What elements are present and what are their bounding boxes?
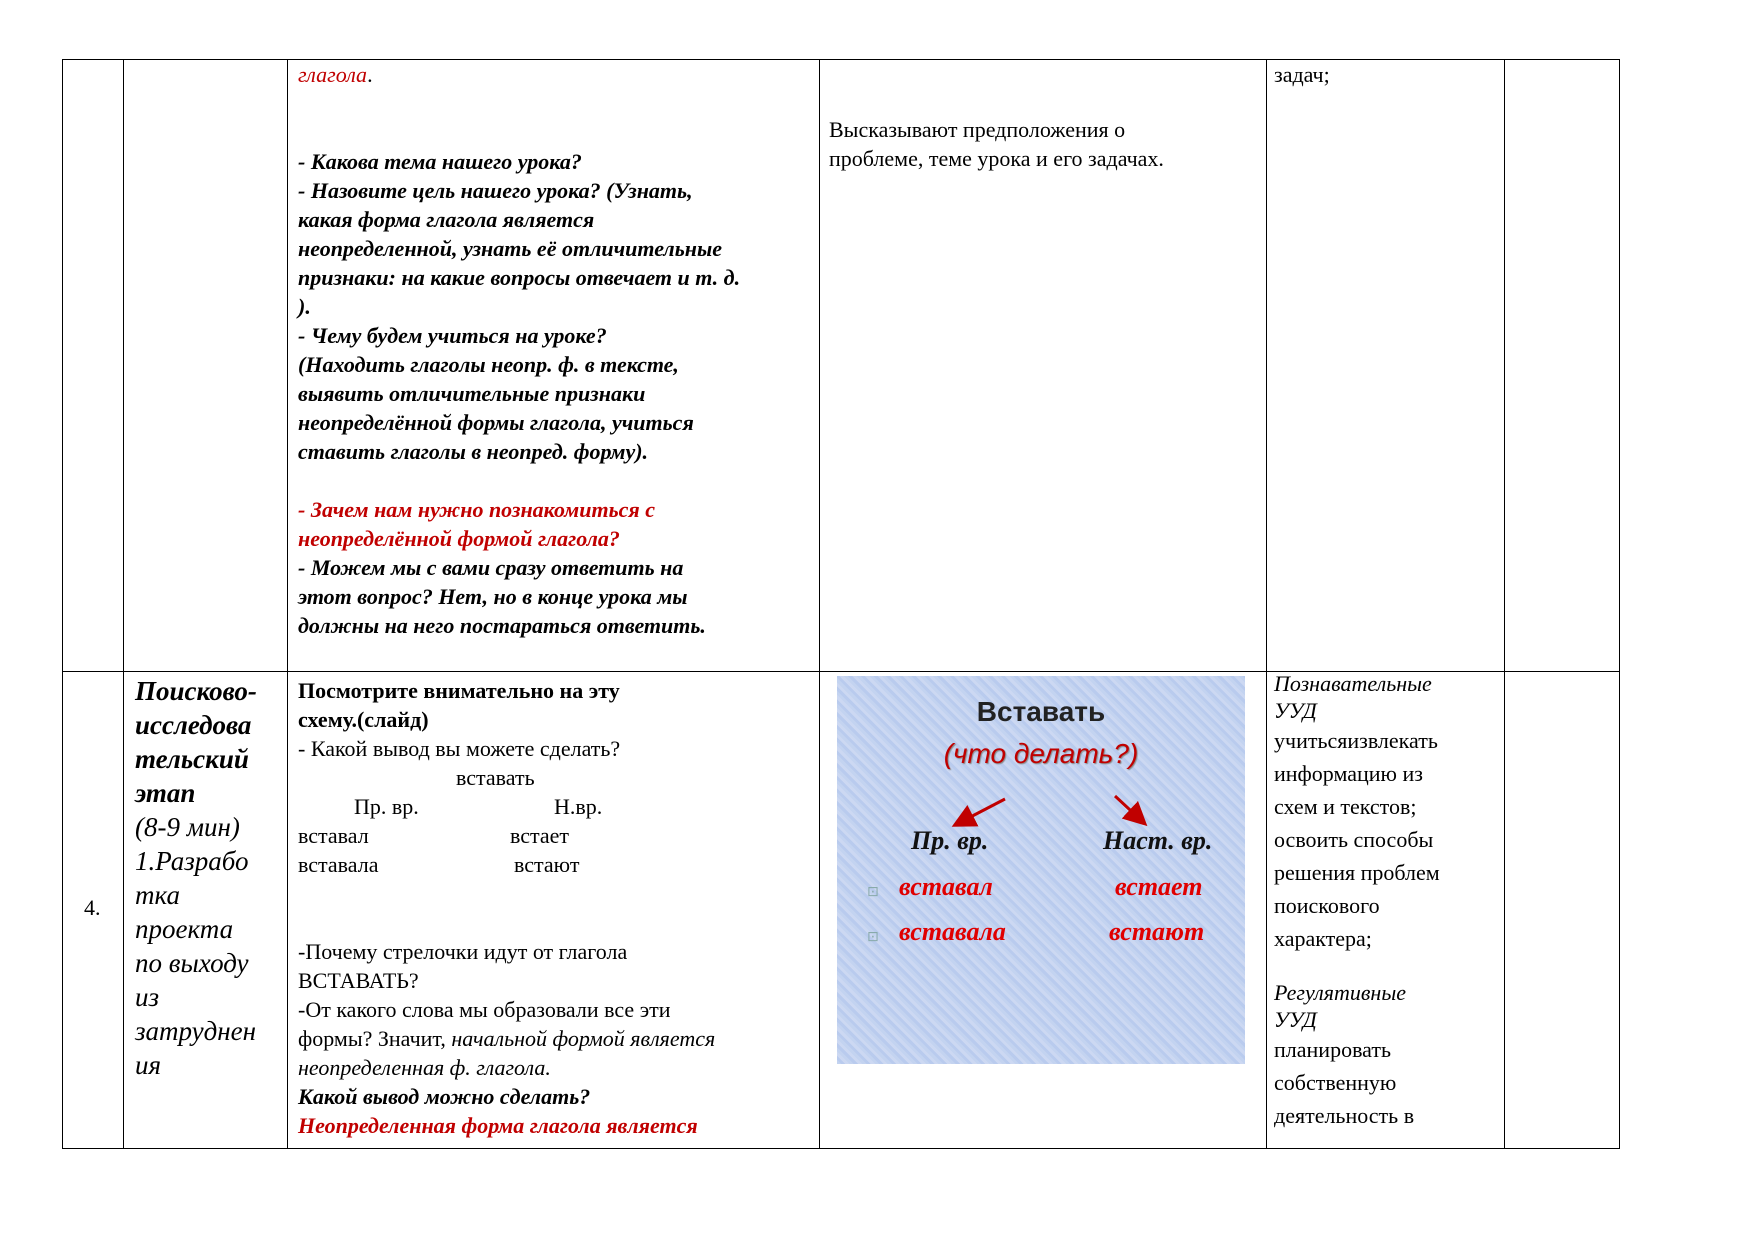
italic-text: начальной формой является <box>451 1026 716 1051</box>
teacher-activity-top <box>298 60 818 640</box>
stage-title <box>135 674 285 1082</box>
slide-past-label: Пр. вр. <box>911 826 989 855</box>
slide-question: (что делать?) <box>943 738 1139 769</box>
text-line: Неопределенная форма глагола является <box>298 1113 698 1138</box>
text-line: поискового <box>1274 893 1380 918</box>
text: . <box>367 62 373 87</box>
scheme <box>298 763 818 879</box>
slide-present-form: встает <box>1115 872 1203 901</box>
text-line: неопределенная ф. глагола. <box>298 1055 551 1080</box>
text-line: (8-9 мин) <box>135 812 240 842</box>
text-line: неопределённой формой глагола? <box>298 526 620 551</box>
uud-regulative-title: УУД <box>1274 1007 1317 1032</box>
text-line: проекта <box>135 914 234 944</box>
text: 4. <box>84 895 101 920</box>
col-divider <box>819 60 820 1148</box>
text-line: планировать <box>1274 1037 1392 1062</box>
text-line: ). <box>298 294 311 319</box>
teacher-activity-bottom <box>298 676 818 1140</box>
text-line: по выходу <box>135 948 249 978</box>
slide-past-form: вставал <box>899 872 993 901</box>
text: формы? Значит, <box>298 1026 446 1051</box>
text-line: учитьсяизвлекать <box>1274 728 1438 753</box>
text-line: неопределенной, узнать её отличительные <box>298 236 723 261</box>
text-line: схем и текстов; <box>1274 794 1417 819</box>
text-line: исследова <box>135 710 252 740</box>
text-line: должны на него постараться ответить. <box>298 613 706 638</box>
bullet-icon: ⊡ <box>867 928 879 944</box>
text-line: решения проблем <box>1274 860 1440 885</box>
text-line: -От какого слова мы образовали все эти <box>298 997 671 1022</box>
text-line: собственную <box>1274 1070 1397 1095</box>
text-line: деятельность в <box>1274 1103 1415 1128</box>
text-line: характера; <box>1274 926 1372 951</box>
text-line: неопределённой формы глагола, учиться <box>298 410 694 435</box>
bullet-icon: ⊡ <box>867 883 879 899</box>
col-divider <box>123 60 124 1148</box>
text-line: Высказывают предположения о <box>829 117 1126 142</box>
slide-title: Вставать <box>976 696 1106 727</box>
text-line: освоить способы <box>1274 827 1434 852</box>
text-line: Посмотрите внимательно на эту <box>298 678 620 703</box>
uud-cognitive-title: Познавательные <box>1274 671 1432 696</box>
text-line: 1.Разрабо <box>135 846 249 876</box>
scheme-past-label: Пр. вр. <box>354 794 419 819</box>
uud-top <box>1274 60 1504 89</box>
question-goal <box>298 176 818 321</box>
text-line: тка <box>135 880 180 910</box>
text-line: -Почему стрелочки идут от глагола <box>298 939 628 964</box>
text-line: из <box>135 982 160 1012</box>
slide-present-form: встают <box>1109 917 1205 946</box>
scheme-root: вставать <box>456 765 535 790</box>
scheme-present-form: встают <box>514 852 580 877</box>
question-why <box>298 495 818 553</box>
col-divider <box>287 60 288 1148</box>
text-line: информацию из <box>1274 761 1423 786</box>
question-learn <box>298 321 818 466</box>
col-divider <box>1266 60 1267 1148</box>
text: задач; <box>1274 62 1330 87</box>
text-line: - Зачем нам нужно познакомиться с <box>298 497 655 522</box>
text-line: схему.(слайд) <box>298 707 429 732</box>
text-line: ия <box>135 1050 162 1080</box>
text-line: выявить отличительные признаки <box>298 381 646 406</box>
text-line: - Можем мы с вами сразу ответить на <box>298 555 684 580</box>
text-line: признаки: на какие вопросы отвечает и т. д. <box>298 265 741 290</box>
slide-image <box>837 676 1245 1064</box>
text-line: - Назовите цель нашего урока? (Узнать, <box>298 178 693 203</box>
uud-bottom <box>1274 670 1490 1132</box>
col-divider <box>1504 60 1505 1148</box>
arrows-icon <box>837 676 1245 1064</box>
question-topic: - Какова тема нашего урока? <box>298 149 582 174</box>
text-line: - Какой вывод вы можете сделать? <box>298 736 621 761</box>
question-answer-now <box>298 553 818 640</box>
student-activity-top <box>829 115 1249 173</box>
scheme-present-form: встает <box>510 823 570 848</box>
slide-past-form: вставала <box>899 917 1006 946</box>
text-line: Какой вывод можно сделать? <box>298 1084 591 1109</box>
uud-cognitive-title: УУД <box>1274 698 1317 723</box>
text-line: Поисково- <box>135 676 257 706</box>
text-line: ВСТАВАТЬ? <box>298 968 419 993</box>
scheme-present-label: Н.вр. <box>554 794 603 819</box>
text-line: затруднен <box>135 1016 257 1046</box>
red-text: глагола <box>298 62 368 87</box>
text-line: этап <box>135 778 196 808</box>
text-line: тельский <box>135 744 249 774</box>
text-line: (Находить глаголы неопр. ф. в тексте, <box>298 352 679 377</box>
slide-present-label: Наст. вр. <box>1103 826 1213 855</box>
scheme-past-form: вставала <box>298 852 379 877</box>
text-line: какая форма глагола является <box>298 207 595 232</box>
text-line: проблеме, теме урока и его задачах. <box>829 146 1164 171</box>
text-line: - Чему будем учиться на уроке? <box>298 323 607 348</box>
row-number <box>84 893 114 922</box>
uud-regulative-title: Регулятивные <box>1274 980 1406 1005</box>
text-line: этот вопрос? Нет, но в конце урока мы <box>298 584 688 609</box>
scheme-past-form: вставал <box>298 823 369 848</box>
text-line: ставить глаголы в неопред. форму). <box>298 439 649 464</box>
text-line <box>298 1024 818 1053</box>
